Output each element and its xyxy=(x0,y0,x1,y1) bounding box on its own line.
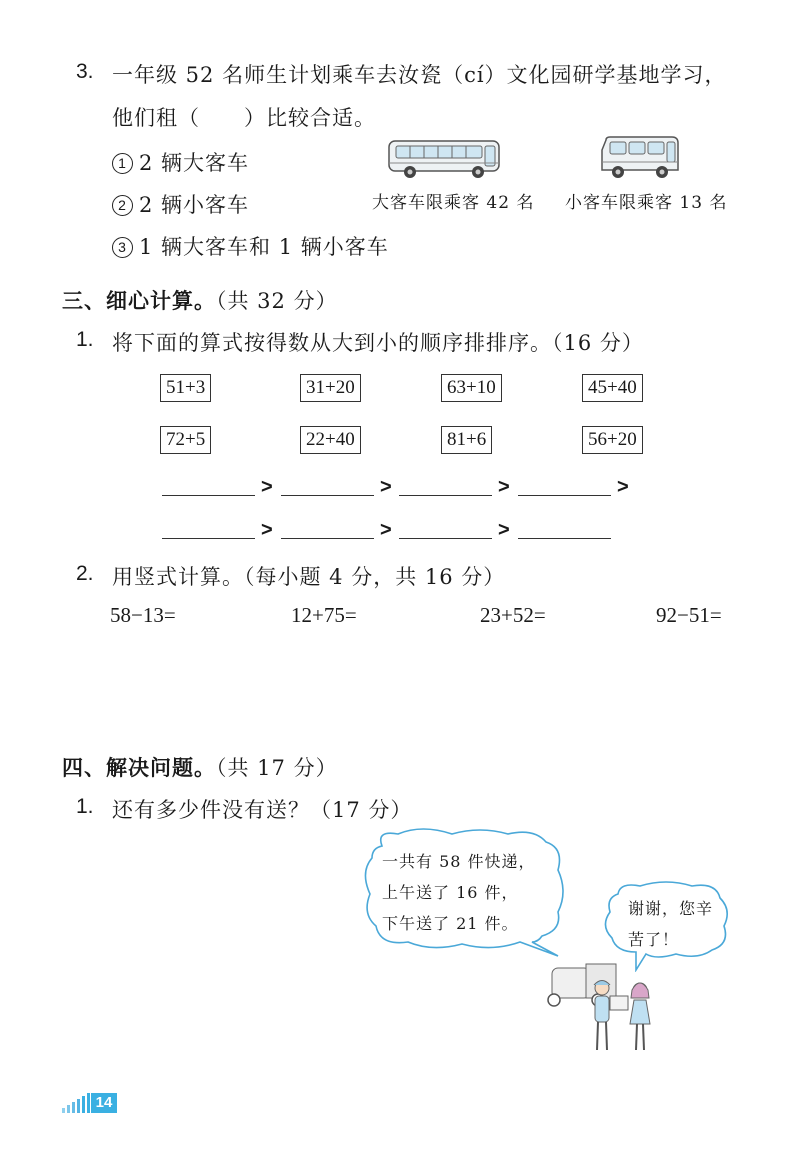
s4-q1-number: 1. xyxy=(76,795,94,818)
section3-title: 三、细心计算。 xyxy=(62,289,216,313)
greater-than-sign: > xyxy=(380,476,392,498)
expression-box: 22+40 xyxy=(300,426,361,454)
option-mark: 1 xyxy=(112,153,133,174)
q3-option-3 xyxy=(112,231,389,261)
expression-box: 51+3 xyxy=(160,374,211,402)
answer-blank[interactable] xyxy=(281,538,374,539)
s3-q2-number: 2. xyxy=(76,562,94,585)
section4-heading xyxy=(62,752,338,782)
expression-box: 81+6 xyxy=(441,426,492,454)
expression-box: 56+20 xyxy=(582,426,643,454)
s3-q2-text: 用竖式计算。（每小题 4 分，共 16 分） xyxy=(112,565,506,589)
s3-q1-number: 1. xyxy=(76,328,94,351)
answer-blank[interactable] xyxy=(518,538,611,539)
option-text: 2 辆小客车 xyxy=(139,193,250,217)
bubble-left-line: 一共有 58 件快递， xyxy=(382,852,536,871)
greater-than-sign: > xyxy=(617,476,629,498)
section3-points: （共 32 分） xyxy=(216,289,338,313)
greater-than-sign: > xyxy=(498,476,510,498)
bubble-left-line: 上午送了 16 件， xyxy=(382,883,519,902)
expression-box: 63+10 xyxy=(441,374,502,402)
option-text: 2 辆大客车 xyxy=(139,151,250,175)
small-bus-icon xyxy=(598,134,682,182)
expression-box: 72+5 xyxy=(160,426,211,454)
section4-points: （共 17 分） xyxy=(216,756,338,780)
delivery-scene-illustration xyxy=(538,958,668,1058)
bubble-left-line: 下午送了 21 件。 xyxy=(382,914,519,933)
answer-blank[interactable] xyxy=(162,495,255,496)
expression-box: 45+40 xyxy=(582,374,643,402)
bubble-right-line: 谢谢，您辛 xyxy=(628,899,714,918)
q3-line1: 一年级 52 名师生计划乘车去汝瓷（cí）文化园研学基地学习， xyxy=(112,63,727,87)
page-number: 14 xyxy=(91,1093,117,1113)
q3-number: 3. xyxy=(76,60,94,83)
section4-title: 四、解决问题。 xyxy=(62,756,216,780)
q3-option-2 xyxy=(112,189,249,219)
vertical-calc-problem: 58−13= xyxy=(110,603,176,627)
vertical-calc-problem: 23+52= xyxy=(480,603,546,627)
answer-blank[interactable] xyxy=(518,495,611,496)
vertical-calc-problem: 12+75= xyxy=(291,603,357,627)
option-text: 1 辆大客车和 1 辆小客车 xyxy=(139,235,389,259)
section3-heading xyxy=(62,285,338,315)
s3-q1-text: 将下面的算式按得数从大到小的顺序排排序。（16 分） xyxy=(112,331,644,355)
page-bars-icon xyxy=(62,1093,90,1113)
option-mark: 3 xyxy=(112,237,133,258)
big-bus-icon xyxy=(386,137,504,181)
bubble-right-line: 苦了！ xyxy=(628,930,680,949)
small-bus-caption: 小客车限乘客 13 名 xyxy=(565,193,728,213)
greater-than-sign: > xyxy=(380,519,392,541)
greater-than-sign: > xyxy=(498,519,510,541)
greater-than-sign: > xyxy=(261,519,273,541)
answer-blank[interactable] xyxy=(281,495,374,496)
answer-blank[interactable] xyxy=(399,538,492,539)
s4-q1-text: 还有多少件没有送？（17 分） xyxy=(112,798,413,822)
greater-than-sign: > xyxy=(261,476,273,498)
answer-blank[interactable] xyxy=(162,538,255,539)
big-bus-caption: 大客车限乘客 42 名 xyxy=(372,193,535,213)
q3-option-1 xyxy=(112,147,249,177)
answer-blank[interactable] xyxy=(399,495,492,496)
option-mark: 2 xyxy=(112,195,133,216)
q3-line2: 他们租（ ）比较合适。 xyxy=(112,106,376,130)
vertical-calc-problem: 92−51= xyxy=(656,603,722,627)
expression-box: 31+20 xyxy=(300,374,361,402)
